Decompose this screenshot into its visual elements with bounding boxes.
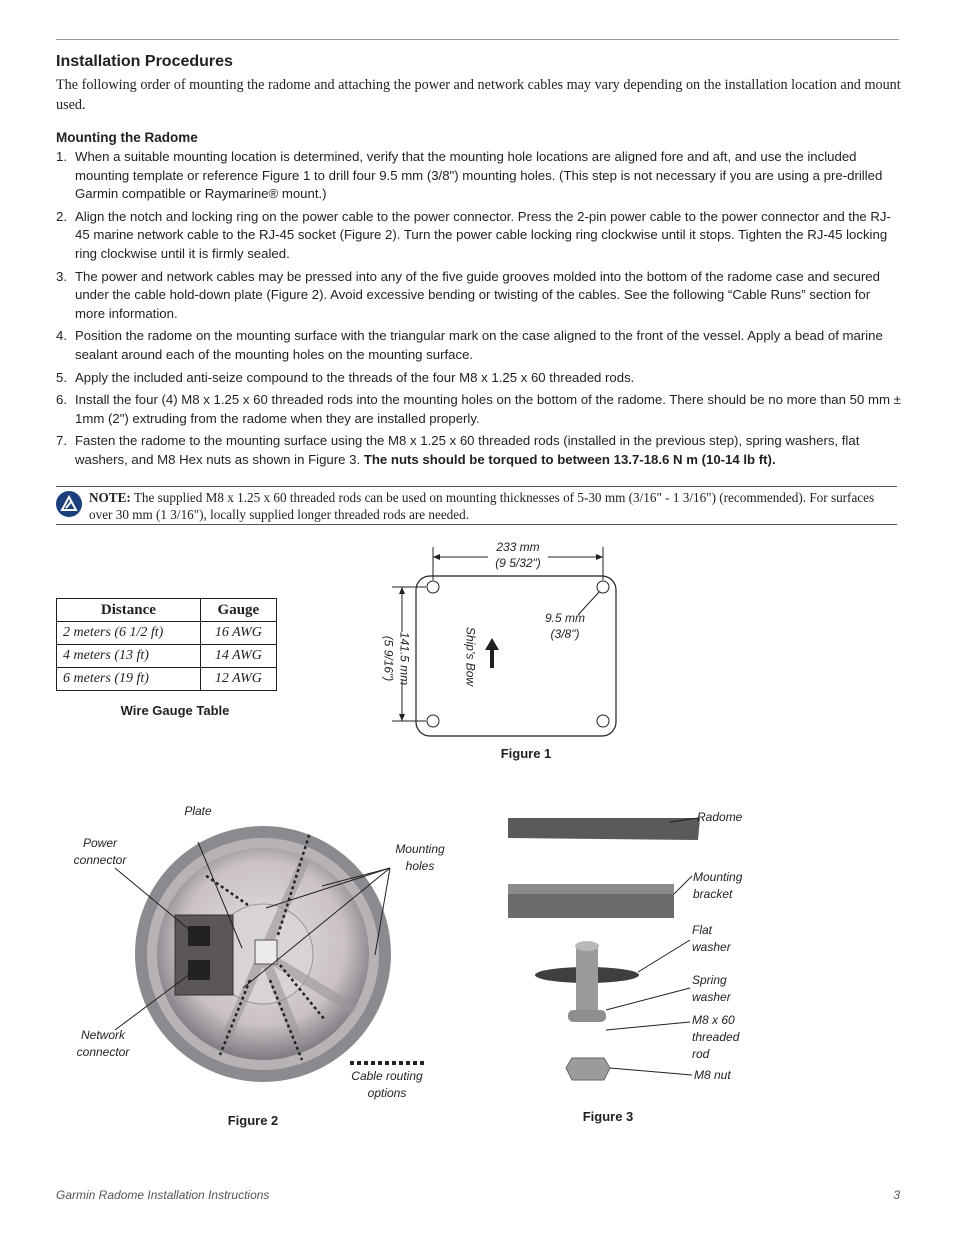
distance-cell: 2 meters (6 1/2 ft) xyxy=(57,622,201,645)
wire-gauge-table xyxy=(56,598,277,691)
step-item: 2. Align the notch and locking ring on the power cable to the power connector. Press the 2-pin power cable to the power connector and the RJ-45 marine network cable to the RJ-45 socket (Figure 2). Turn the power cable locking ring clockwise until it stops. Tighten the RJ-45 locking ring clockwise until it is firmly sealed. xyxy=(56,208,891,261)
figure3-caption: Figure 3 xyxy=(582,1109,634,1124)
table-row xyxy=(57,622,277,645)
top-rule xyxy=(56,39,899,40)
fig1-ships-bow: Ship’s Bow xyxy=(463,626,478,687)
table-row xyxy=(57,645,277,668)
figure1-caption: Figure 1 xyxy=(500,746,552,761)
table-row xyxy=(57,668,277,691)
fig3-radome-label: Radome xyxy=(697,810,743,824)
distance-cell: 6 meters (19 ft) xyxy=(57,668,201,691)
step-item: 1. When a suitable mounting location is determined, verify that the mounting hole locations are aligned fore and aft, and use the included mounting template or reference Figure 1 to drill four 9.5 mm (3/8") mounting holes. (This step is not necessary if you are using a pre-drilled Garmin compatible or Raymarine® mount.) xyxy=(56,149,883,202)
fig3-rod-label: M8 x 60 threaded rod xyxy=(692,1013,740,1061)
footer-title: Garmin Radome Installation Instructions xyxy=(56,1188,270,1202)
figure3-hardware-stack xyxy=(500,810,700,1090)
gauge-cell: 16 AWG xyxy=(200,622,276,645)
fig2-holes-label: Mounting holes xyxy=(395,842,445,873)
page-number: 3 xyxy=(893,1188,900,1202)
table-header-row xyxy=(57,599,277,622)
step-item: 3. The power and network cables may be pressed into any of the five guide grooves molded into the bottom of the radome case and secured under the cable hold-down plate (Figure 2). Avoid excessive bending or twisting of the cables. See the following “Cable Runs” section for more information. xyxy=(56,268,880,321)
fig3-spring-washer-label: Spring washer xyxy=(692,973,731,1004)
gauge-cell: 14 AWG xyxy=(200,645,276,668)
step-item: 5. Apply the included anti-seize compound to the threads of the four M8 x 1.25 x 60 threaded rods. xyxy=(56,369,635,385)
step-item: 7. Fasten the radome to the mounting surface using the M8 x 1.25 x 60 threaded rods (installed in the previous step), spring washers, flat washers, and M8 Hex nuts as shown in Figure 3. The nuts should be torqued to between 13.7-18.6 N m (10-14 lb ft). xyxy=(56,433,860,467)
step-item: 6. Install the four (4) M8 x 1.25 x 60 threaded rods into the mounting holes on the bottom of the radome. There should be no more than 50 mm ± 1mm (2") extruding from the radome when they are installed properly. xyxy=(56,392,901,426)
step-item: 4. Position the radome on the mounting surface with the triangular mark on the case aligned to the front of the vessel. Apply a bead of marine sealant around each of the mounting holes on the mounting surface. xyxy=(56,328,883,362)
fig2-network-label: Network connector xyxy=(76,1028,130,1059)
fig1-height-mm: 141.5 mm xyxy=(397,631,412,686)
fig3-nut-label: M8 nut xyxy=(694,1068,731,1082)
steps-list xyxy=(56,148,901,474)
figure2-caption: Figure 2 xyxy=(227,1113,279,1128)
fig1-hole-mm: 9.5 mm xyxy=(544,611,585,625)
fig2-power-label: Power connector xyxy=(73,836,127,867)
column-header-gauge: Gauge xyxy=(200,599,276,622)
fig1-hole-in: (3/8") xyxy=(550,627,580,641)
fig1-width-mm: 233 mm xyxy=(496,540,540,554)
gauge-cell: 12 AWG xyxy=(200,668,276,691)
fig2-routing-label: Cable routing options xyxy=(351,1069,423,1100)
distance-cell: 4 meters (13 ft) xyxy=(57,645,201,668)
fig3-bracket-label: Mounting bracket xyxy=(693,870,743,901)
note-box xyxy=(56,486,897,525)
intro-paragraph: The following order of mounting the radome and attaching the power and network cables may vary depending on the installation location and mount used. xyxy=(56,77,901,113)
section-heading: Installation Procedures xyxy=(56,53,233,70)
fig1-height-in: (5 9/16") xyxy=(381,635,396,682)
fig3-flat-washer-label: Flat washer xyxy=(692,923,731,954)
fig1-width-in: (9 5/32") xyxy=(495,556,541,570)
wire-table-caption: Wire Gauge Table xyxy=(120,703,230,718)
subsection-heading: Mounting the Radome xyxy=(56,130,198,145)
note-icon xyxy=(56,491,82,517)
column-header-distance: Distance xyxy=(57,599,201,622)
fig2-plate-label: Plate xyxy=(184,804,212,818)
note-text: NOTE: The supplied M8 x 1.25 x 60 threaded rods can be used on mounting thicknesses of 5-30 mm (3/16" - 1 3/16") (recommended). For surfaces over 30 mm (1 3/16"), locally supplied longer threaded rods are needed. xyxy=(89,490,875,522)
